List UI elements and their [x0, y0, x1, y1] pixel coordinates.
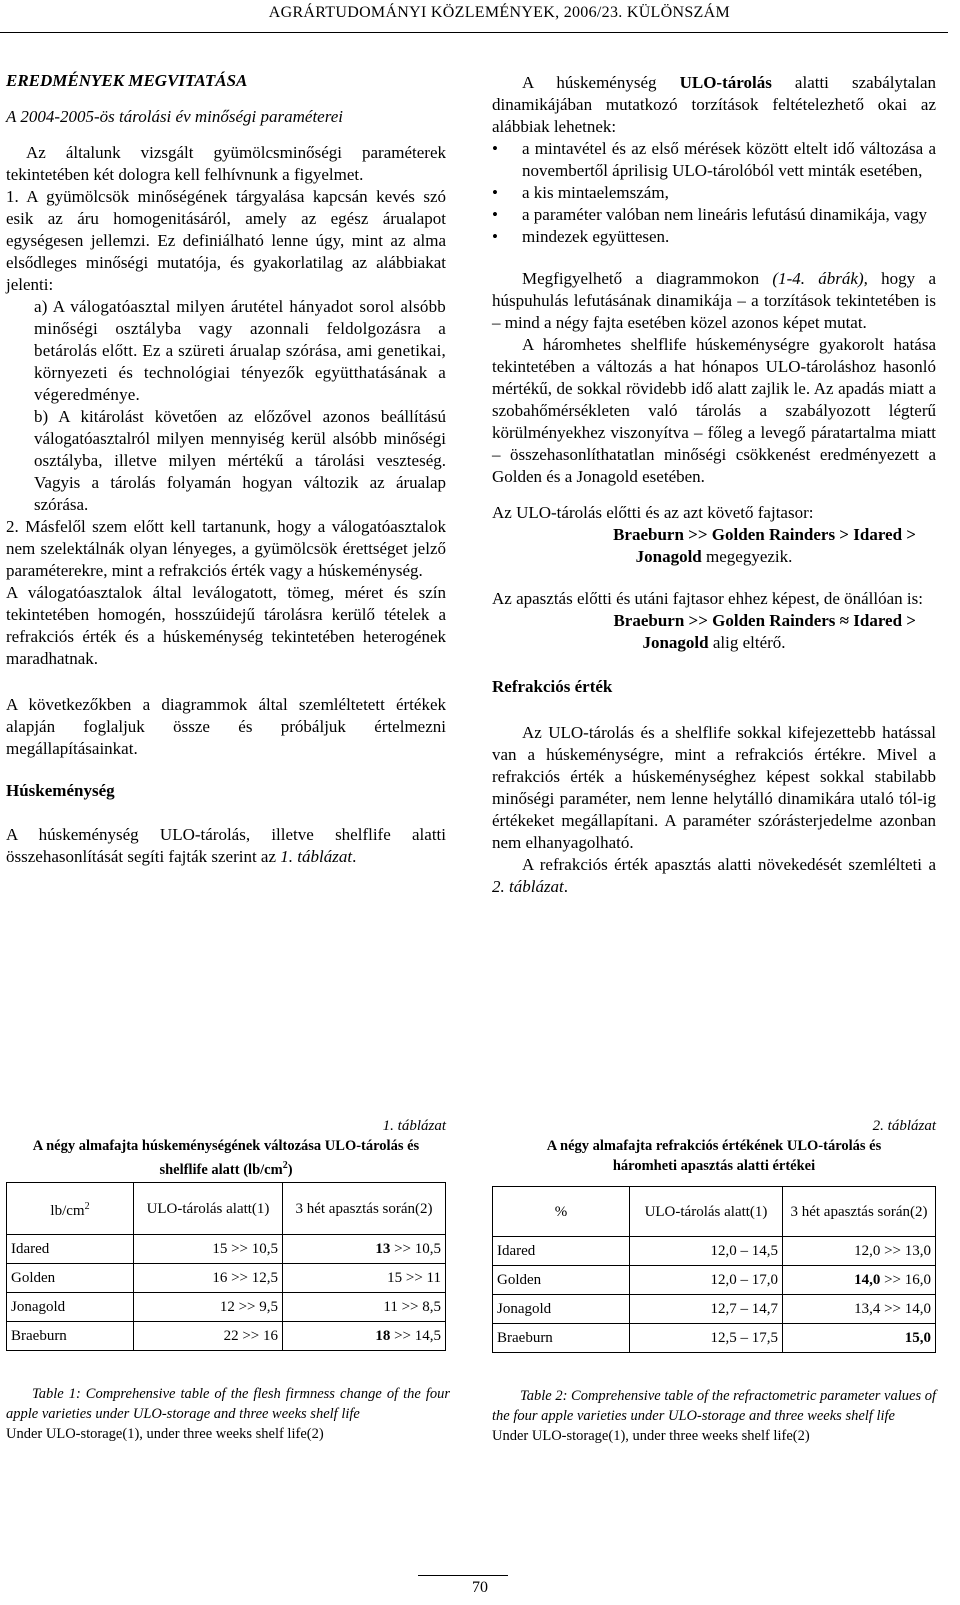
- table-header: 3 hét apasztás során(2): [783, 1187, 936, 1237]
- table-title: A négy almafajta húskeménységének változása ULO-tárolás és shelflife alatt $(lb/cm^2)$: [32, 1138, 420, 1178]
- paragraph: Az általunk vizsgált gyümölcsminőségi paraméterek tekintetében két dologra kell felhívnunk a figyelmet.: [6, 143, 446, 184]
- table2-caption: Table 2: Comprehensive table of the refractometric parameter values of the four apple varieties under ULO-storage and three weeks shelf life Under ULO-storage(1), under three weeks shelf life(2): [492, 1388, 936, 1444]
- table1-block: [6, 1116, 446, 1180]
- left-column: [6, 70, 446, 868]
- table-row: Idared 12,0 – 14,5 12,0 >> 13,0: [493, 1237, 936, 1266]
- list-item: • a kis mintaelemszám,: [492, 182, 936, 204]
- paragraph: A húskeménység ULO-tárolás, illetve shelflife alatti összehasonlítását segíti fajták szerint az 1. táblázat.: [6, 825, 446, 866]
- table-row: Braeburn 22 >> 16 18 >> 14,5: [7, 1322, 446, 1351]
- table-row: Braeburn 12,5 – 17,5 15,0: [493, 1324, 936, 1353]
- paragraph: a) A válogatóasztal milyen árutétel hányadot sorol alsóbb minőségi osztályba vagy azonnali feldolgozásra a betárolás előtt. Ez a szüreti árualap szórása, ami genetikai, környezeti és technológiai tényezők együtthatásának a végeredménye.: [34, 297, 446, 404]
- paragraph: Az apasztás előtti és utáni fajtasor ehhez képest, de önállóan is:: [492, 589, 923, 608]
- variety-order-end: Jonagold alig eltérő.: [642, 633, 786, 652]
- paragraph: b) A kitárolást követően az előzővel azonos beállítású válogatóasztalról milyen mennyiség kerül alsóbb minőségi osztályba, illetve milyen mértékű a tárolási veszteség. Vagyis a tárolás folyamán hogyan változik az árualap szórása.: [34, 407, 446, 514]
- subsection-heading: Refrakciós érték: [492, 677, 613, 696]
- subsection-heading: A 2004-2005-ös tárolási év minőségi paraméterei: [6, 107, 343, 126]
- table-header: ULO-tárolás alatt(1): [134, 1183, 283, 1235]
- list-item: • mindezek együttesen.: [492, 226, 936, 248]
- table1-caption: Table 1: Comprehensive table of the flesh firmness change of the four apple varieties under ULO-storage and three weeks shelf life Under ULO-storage(1), under three weeks shelf life(2): [6, 1386, 450, 1442]
- table-header: ULO-tárolás alatt(1): [630, 1187, 783, 1237]
- paragraph: 1. A gyümölcsök minőségének tárgyalása kapcsán kevés szó esik az áru homogenitásáról, amely az egész árualapot egységesen jellemzi. Ez definiálható lenne úgy, mint az alma elsődleges minőségi mutatója, és gyakorlatilag az alábbiakat jelenti:: [6, 187, 446, 294]
- paragraph: A válogatóasztalok által leválogatott, tömeg, méret és szín tekintetében homogén, hosszúidejű tárolásra kerülő tételek a refrakciós érték és a húskeménység tekintetében heterogének maradhatnak.: [6, 583, 446, 668]
- paragraph: Az ULO-tárolás és a shelflife sokkal kifejezettebb hatással van a húskeménységre, mint a refrakciós értékre. Mivel a refrakciós érték a húskeménységhez képest sokkal stabilabb minőségi paraméter, nem lenne helytálló dinamikára utaló tól-ig értékeket megállapítani. A paraméter szórásterjedelme azonban nem elhanyagolható.: [492, 723, 936, 852]
- paragraph: A következőkben a diagrammok által szemléltetett értékek alapján foglaljuk össze és próbáljuk értelmezni megállapításainkat.: [6, 695, 446, 758]
- variety-order-end: Jonagold megegyezik.: [635, 547, 793, 566]
- table-row: Idared 15 >> 10,5 13 >> 10,5: [7, 1235, 446, 1264]
- paragraph: A húskeménység ULO-tárolás alatti szabálytalan dinamikájában mutatkozó torzítások feltételezhető okai az alábbiak lehetnek:: [492, 73, 936, 136]
- variety-order: Braeburn >> Golden Rainders ≈ Idared >: [613, 611, 916, 630]
- table-row: Jonagold 12 >> 9,5 11 >> 8,5: [7, 1293, 446, 1322]
- list-item: • a mintavétel és az első mérések között eltelt idő változása a novembertől áprilisig ULO-tárolóból vett minták esetében,: [492, 138, 936, 182]
- section-heading: EREDMÉNYEK MEGVITATÁSA: [6, 71, 248, 90]
- table-header: %: [493, 1187, 630, 1237]
- paragraph: A háromhetes shelflife húskeménységre gyakorolt hatása tekintetében a változás a hat hónapos ULO-tároláshoz hasonló mértékű, de sokkal rövidebb idő alatt zajlik le. Az apadás miatt a szobahőmérsékleten való tárolás a szabályozott légterű körülményekhez viszonyítva – főleg a levegő páratartalma miatt – összehasonlíthatatlan minőségi csökkenést eredményezett a Golden és a Jonagold esetében.: [492, 335, 936, 486]
- page-number: 70: [472, 1579, 488, 1596]
- table-row: Jonagold 12,7 – 14,7 13,4 >> 14,0: [493, 1295, 936, 1324]
- journal-title: AGRÁRTUDOMÁNYI KÖZLEMÉNYEK, 2006/23. KÜLÖNSZÁM: [268, 4, 730, 21]
- page-header: [0, 0, 948, 33]
- variety-order: Braeburn >> Golden Rainders > Idared >: [613, 525, 916, 544]
- paragraph: A refrakciós érték apasztás alatti növekedését szemlélteti a 2. táblázat.: [492, 855, 936, 896]
- subsection-heading: Húskeménység: [6, 781, 115, 800]
- table-row: Golden 16 >> 12,5 15 >> 11: [7, 1264, 446, 1293]
- paragraph: Megfigyelhető a diagrammokon (1-4. ábrák), hogy a húspuhulás lefutásának dinamikája – a torzítások tekintetében is – mind a négy fajta esetében közel azonos képet mutat.: [492, 269, 936, 332]
- paragraph: 2. Másfelől szem előtt kell tartanunk, hogy a válogatóasztalok nem szelektálnák olyan lényeges, a gyümölcsök érettséget jelző paraméterekre, mint a refrakciós érték vagy a húskeménység.: [6, 517, 446, 580]
- paragraph: Az ULO-tárolás előtti és az azt követő fajtasor:: [492, 503, 814, 522]
- table1: [6, 1182, 446, 1351]
- table2-block: [492, 1116, 936, 1176]
- table2: [492, 1186, 936, 1353]
- table-header: 3 hét apasztás során(2): [283, 1183, 446, 1235]
- table-header: $lb/cm^2$: [7, 1183, 134, 1235]
- right-column: [492, 72, 936, 898]
- table-title: A négy almafajta refrakciós értékének ULO-tárolás és háromheti apasztás alatti értékei: [546, 1138, 882, 1174]
- table-label: 2. táblázat: [872, 1118, 936, 1134]
- table-label: 1. táblázat: [382, 1118, 446, 1134]
- list-item: • a paraméter valóban nem lineáris lefutású dinamikája, vagy: [492, 204, 936, 226]
- footer-divider: [418, 1575, 508, 1576]
- table-row: Golden 12,0 – 17,0 14,0 >> 16,0: [493, 1266, 936, 1295]
